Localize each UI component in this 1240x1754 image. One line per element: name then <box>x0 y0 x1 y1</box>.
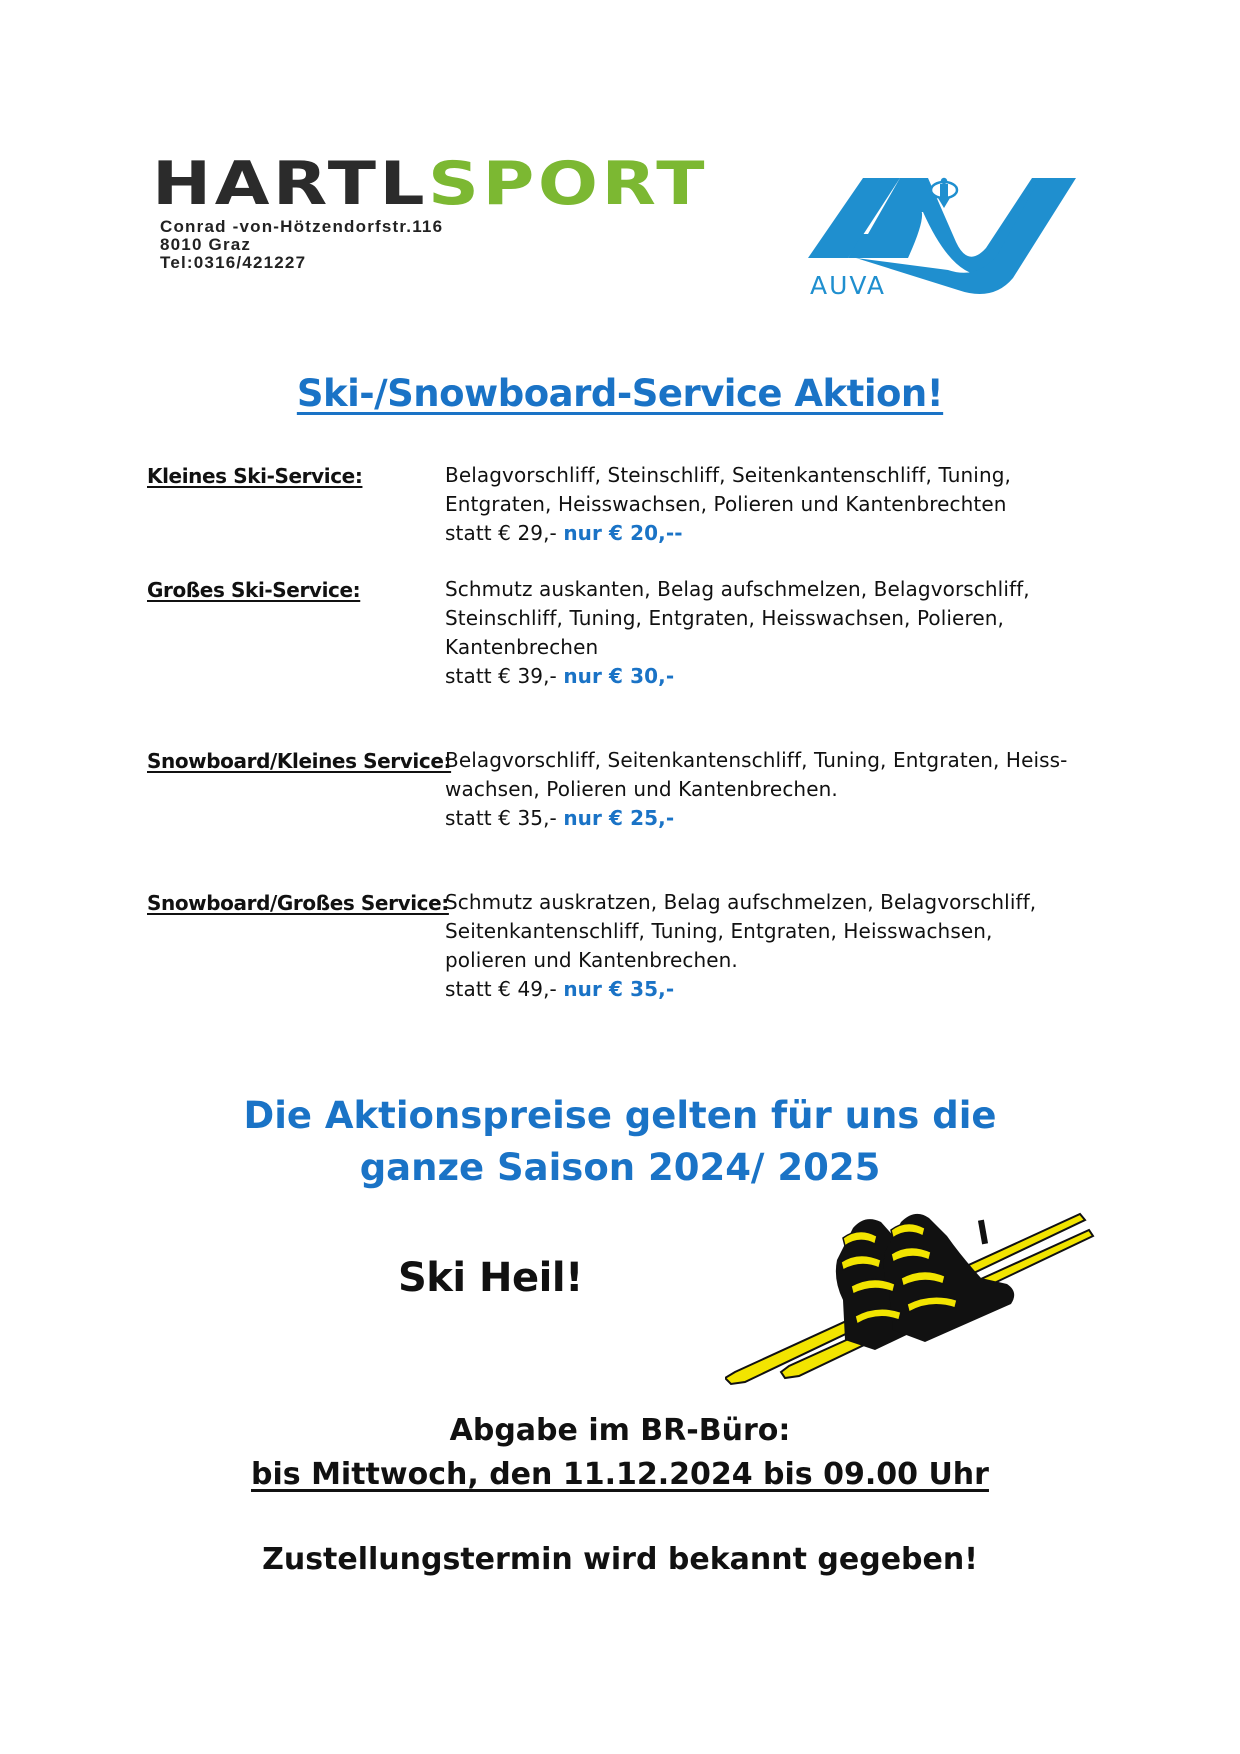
validity-line-2: ganze Saison 2024/ 2025 <box>359 1146 881 1189</box>
ski-boots-icon <box>725 1200 1095 1390</box>
service-details-large-snowboard <box>445 888 1105 1004</box>
old-price: statt € 35,- <box>445 806 557 830</box>
old-price: statt € 49,- <box>445 977 557 1001</box>
service-label-large-ski: Großes Ski-Service: <box>147 578 361 602</box>
service-description-line: Seitenkantenschliff, Tuning, Entgraten, Heisswachsen, <box>445 919 993 943</box>
svg-text:HARTLSPORT <box>152 149 708 214</box>
new-price: nur € 25,- <box>563 806 675 830</box>
new-price: nur € 35,- <box>563 977 675 1001</box>
service-details-small-snowboard <box>445 746 1105 833</box>
service-label-large-snowboard: Snowboard/Großes Service: <box>147 891 449 915</box>
validity-line-1: Die Aktionspreise gelten für uns die <box>243 1094 997 1137</box>
auva-logo <box>808 172 1080 302</box>
service-price <box>445 975 1105 1004</box>
dropoff-label: Abgabe im BR-Büro: <box>449 1413 791 1448</box>
hartlsport-logo <box>150 148 710 214</box>
hartlsport-header <box>150 148 710 278</box>
service-details-large-ski <box>445 575 1105 691</box>
new-price: nur € 30,- <box>563 664 675 688</box>
service-description-line: Schmutz auskanten, Belag aufschmelzen, Belagvorschliff, <box>445 577 1030 601</box>
greeting: Ski Heil! <box>398 1255 583 1301</box>
address-street: Conrad -von-Hötzendorfstr.116 <box>160 217 444 236</box>
service-price <box>445 662 1105 691</box>
service-description-line: polieren und Kantenbrechen. <box>445 948 738 972</box>
service-description-line: wachsen, Polieren und Kantenbrechen. <box>445 777 838 801</box>
service-description-line: Belagvorschliff, Seitenkantenschliff, Tuning, Entgraten, Heiss- <box>445 748 1068 772</box>
address-phone: Tel:0316/421227 <box>160 253 307 272</box>
service-description-line: Kantenbrechen <box>445 635 599 659</box>
service-label-small-snowboard: Snowboard/Kleines Service: <box>147 749 452 773</box>
delivery-note: Zustellungstermin wird bekannt gegeben! <box>262 1542 978 1577</box>
brand-part-sport: SPORT <box>428 149 666 214</box>
address-city: 8010 Graz <box>160 235 252 254</box>
service-description-line: Belagvorschliff, Steinschliff, Seitenkantenschliff, Tuning, <box>445 463 1011 487</box>
brand-part-hartl: HARTL <box>152 149 387 214</box>
service-price <box>445 804 1105 833</box>
old-price: statt € 39,- <box>445 664 557 688</box>
auva-logo-text: AUVA <box>810 271 887 300</box>
dropoff-deadline: bis Mittwoch, den 11.12.2024 bis 09.00 Uhr <box>251 1457 989 1492</box>
service-label-small-ski: Kleines Ski-Service: <box>147 464 363 488</box>
page-title: Ski-/Snowboard-Service Aktion! <box>296 372 944 415</box>
service-details-small-ski <box>445 461 1105 548</box>
new-price: nur € 20,-- <box>563 521 683 545</box>
service-price <box>445 519 1105 548</box>
service-description-line: Entgraten, Heisswachsen, Polieren und Kantenbrechten <box>445 492 1007 516</box>
old-price: statt € 29,- <box>445 521 557 545</box>
service-description-line: Steinschliff, Tuning, Entgraten, Heisswachsen, Polieren, <box>445 606 1004 630</box>
service-description-line: Schmutz auskratzen, Belag aufschmelzen, Belagvorschliff, <box>445 890 1037 914</box>
validity-notice <box>0 1090 1240 1194</box>
